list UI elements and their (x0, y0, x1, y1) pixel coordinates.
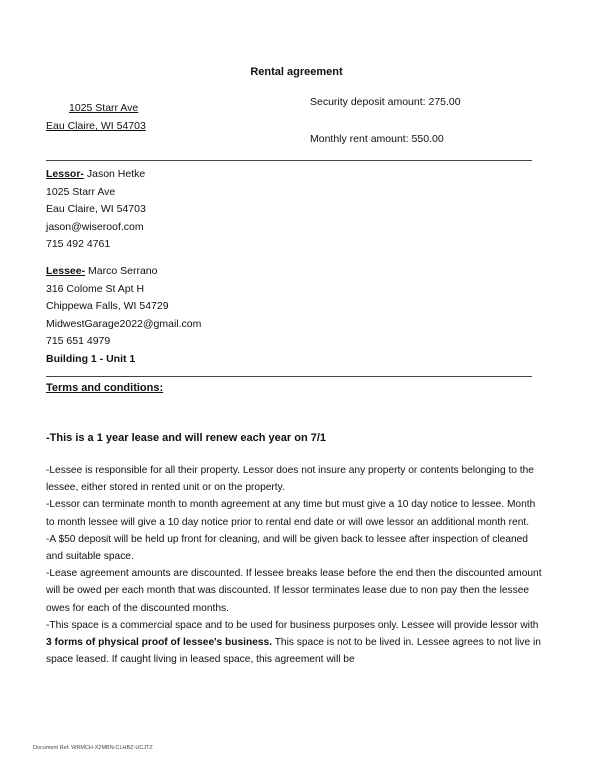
security-deposit-amount: Security deposit amount: 275.00 (310, 96, 461, 108)
lessee-phone: 715 651 4979 (46, 335, 111, 347)
divider-bottom (46, 376, 532, 377)
lessee-email: MidwestGarage2022@gmail.com (46, 317, 202, 330)
lessee-unit: Building 1 - Unit 1 (46, 352, 136, 365)
lessee-city: Chippewa Falls, WI 54729 (46, 300, 169, 312)
lessor-block (46, 166, 146, 254)
lessee-block (46, 263, 201, 368)
property-city: Eau Claire, WI 54703 (46, 120, 146, 132)
term-cleaning-deposit: -A $50 deposit will be held up front for cleaning, and will be given back to lessee after inspection of cleaned and suitable space. (46, 533, 528, 563)
term-commercial-use-bold: 3 forms of physical proof of lessee's business. (46, 637, 273, 649)
property-address (46, 99, 146, 135)
term-commercial-use-c: This space is not to be lived in. Lessee agrees to not live in space leased. If caught living in leased space, this agreement will be (46, 637, 541, 666)
lessor-label: Lessor- (46, 168, 84, 180)
lessee-name: Marco Serrano (85, 265, 158, 277)
term-commercial-use (46, 617, 546, 669)
lessor-street: 1025 Starr Ave (46, 185, 116, 198)
term-property-responsibility: -Lessee is responsible for all their property. Lessor does not insure any property or contents belonging to the lessee, either stored in rented unit or on the property. (46, 465, 534, 494)
monthly-rent-amount: Monthly rent amount: 550.00 (310, 133, 444, 145)
divider-top (46, 160, 532, 161)
lessor-city: Eau Claire, WI 54703 (46, 203, 146, 215)
document-title: Rental agreement (250, 66, 343, 78)
lessor-email: jason@wiseroof.com (46, 220, 144, 233)
term-month-to-month: -Lessor can terminate month to month agreement at any time but must give a 10 day notice to lessee. Month to month lessee will give a 10 day notice prior to rental end date or will owe lessor an additional month rent. (46, 499, 536, 528)
lease-term: -This is a 1 year lease and will renew each year on 7/1 (46, 432, 327, 444)
lessor-name: Jason Hetke (83, 168, 146, 180)
property-street: 1025 Starr Ave (69, 102, 139, 114)
lessee-street: 316 Colome St Apt H (46, 282, 145, 295)
term-discount: -Lease agreement amounts are discounted. If lessee breaks lease before the end then the discounted amount will be owed per each month that was discounted. If lessor terminates lease due to non pay then the lessee owes for each of the discounted months. (46, 568, 542, 614)
document-reference: Document Ref: WRMCH-X2MBN-CLHBZ-UCJTZ (33, 745, 153, 751)
term-commercial-use-a: -This space is a commercial space and to be used for business purposes only. Lessee will provide lessor with (46, 619, 539, 631)
terms-list (46, 462, 546, 668)
lessee-label: Lessee- (46, 265, 86, 277)
terms-heading: Terms and conditions: (46, 382, 164, 394)
lessor-phone: 715 492 4761 (46, 238, 111, 250)
